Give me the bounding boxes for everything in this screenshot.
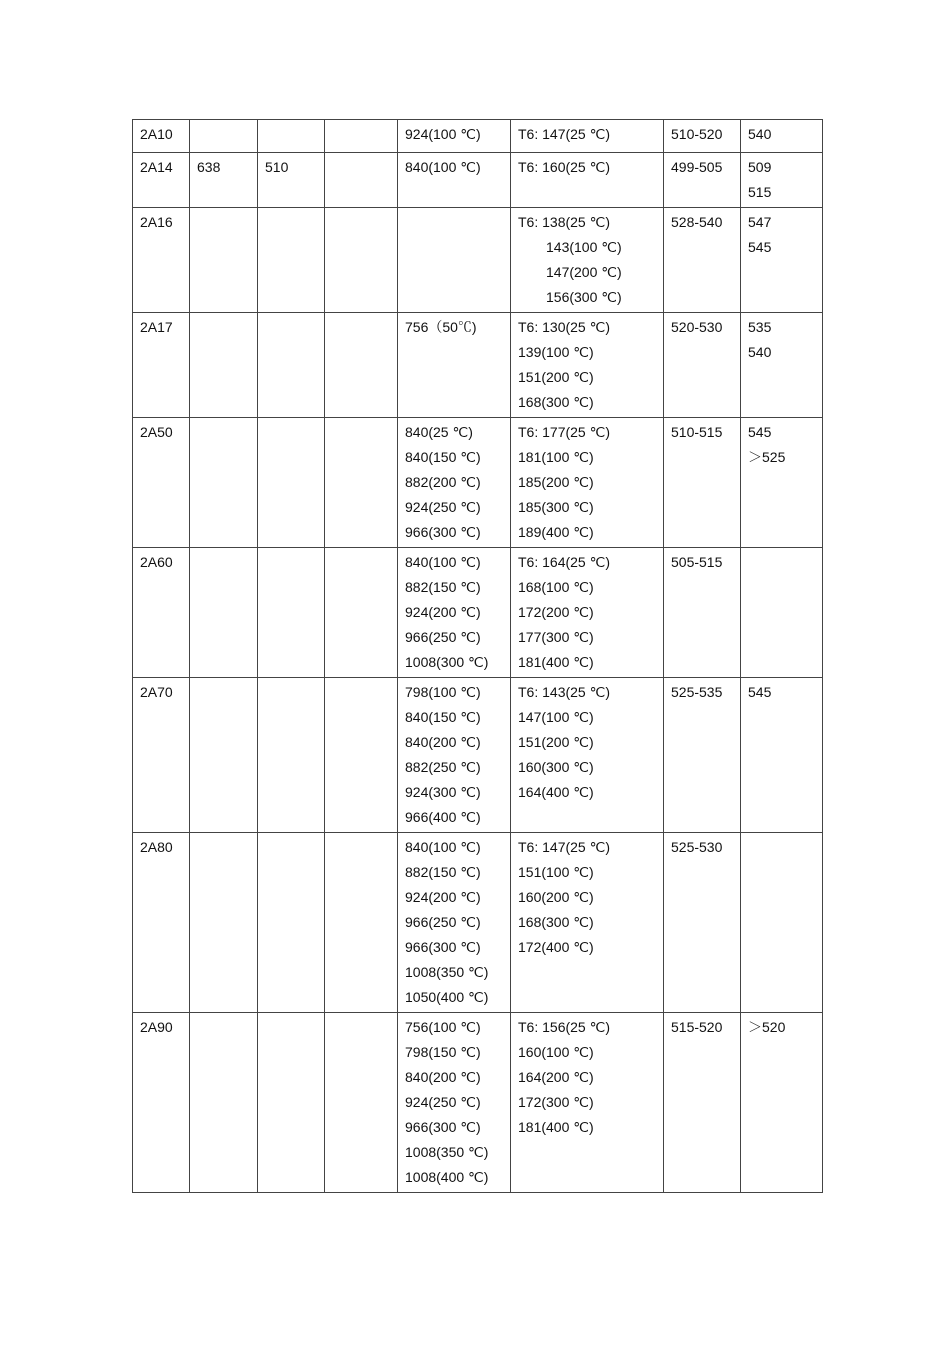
- cell-line: 189(400 ℃): [518, 524, 594, 540]
- cell-col4: [325, 678, 398, 833]
- cell-line: 924(300 ℃): [405, 784, 481, 800]
- cell-col6: [511, 678, 664, 833]
- cell-line: 172(400 ℃): [518, 939, 594, 955]
- cell-col2: [190, 1013, 258, 1193]
- grade-cell: [133, 153, 190, 208]
- cell-line: ＞525: [748, 449, 786, 465]
- cell-col5: [398, 418, 511, 548]
- cell-line: 966(250 ℃): [405, 629, 481, 645]
- cell-line: 1050(400 ℃): [405, 989, 489, 1005]
- table-row: [133, 313, 823, 418]
- cell-line: 168(300 ℃): [518, 914, 594, 930]
- cell-col2: [190, 120, 258, 153]
- cell-line: T6: 147(25 ℃): [518, 839, 610, 855]
- cell-line: 177(300 ℃): [518, 629, 594, 645]
- table-row: [133, 208, 823, 313]
- cell-line: 535: [748, 319, 772, 335]
- cell-line: 924(200 ℃): [405, 604, 481, 620]
- cell-line: 540: [748, 344, 772, 360]
- cell-col8: [741, 418, 823, 548]
- cell-line: 164(400 ℃): [518, 784, 594, 800]
- table-row: [133, 678, 823, 833]
- cell-line: 1008(350 ℃): [405, 1144, 489, 1160]
- cell-line: 545: [748, 424, 772, 440]
- cell-line: 966(250 ℃): [405, 914, 481, 930]
- cell-col4: [325, 120, 398, 153]
- cell-line: 840(100 ℃): [405, 839, 481, 855]
- cell-line: 966(300 ℃): [405, 939, 481, 955]
- table-row: [133, 1013, 823, 1193]
- cell-line: 160(300 ℃): [518, 759, 594, 775]
- cell-col7: [664, 418, 741, 548]
- cell-col4: [325, 313, 398, 418]
- cell-col8: [741, 313, 823, 418]
- cell-line: 168(100 ℃): [518, 579, 594, 595]
- cell-line: T6: 164(25 ℃): [518, 554, 610, 570]
- cell-col6: [511, 833, 664, 1013]
- cell-col3: [258, 1013, 325, 1193]
- cell-text: 499-505: [671, 159, 723, 175]
- cell-line: 924(100 ℃): [405, 126, 481, 142]
- grade-cell: [133, 548, 190, 678]
- cell-col3: [258, 548, 325, 678]
- cell-col2: [190, 418, 258, 548]
- cell-line: 147(100 ℃): [518, 709, 594, 725]
- table-row: [133, 833, 823, 1013]
- cell-text: 525-535: [671, 684, 723, 700]
- cell-col7: [664, 120, 741, 153]
- cell-col5: [398, 313, 511, 418]
- cell-col3: [258, 833, 325, 1013]
- cell-col2: [190, 208, 258, 313]
- cell-col7: [664, 833, 741, 1013]
- cell-line: 143(100 ℃): [546, 239, 622, 255]
- table-row: [133, 548, 823, 678]
- cell-line: 181(100 ℃): [518, 449, 594, 465]
- cell-text: 515-520: [671, 1019, 723, 1035]
- cell-line: 840(150 ℃): [405, 449, 481, 465]
- table-body: [133, 120, 823, 1193]
- grade-cell: [133, 678, 190, 833]
- cell-line: 151(200 ℃): [518, 369, 594, 385]
- cell-col6: [511, 418, 664, 548]
- cell-line: T6: 160(25 ℃): [518, 159, 610, 175]
- cell-line: T6: 130(25 ℃): [518, 319, 610, 335]
- cell-col2: [190, 678, 258, 833]
- cell-col5: [398, 678, 511, 833]
- cell-col4: [325, 833, 398, 1013]
- cell-text: 528-540: [671, 214, 723, 230]
- cell-line: 840(25 ℃): [405, 424, 473, 440]
- grade-text: 2A16: [140, 214, 173, 230]
- cell-col4: [325, 418, 398, 548]
- cell-col3: [258, 120, 325, 153]
- cell-col5: [398, 208, 511, 313]
- grade-cell: [133, 833, 190, 1013]
- cell-line: 798(150 ℃): [405, 1044, 481, 1060]
- grade-cell: [133, 120, 190, 153]
- cell-line: 756（50℃): [405, 319, 477, 335]
- cell-col8: [741, 1013, 823, 1193]
- cell-col6: [511, 208, 664, 313]
- cell-col2: [190, 313, 258, 418]
- cell-col8: [741, 678, 823, 833]
- cell-line: 545: [748, 684, 772, 700]
- cell-col3: [258, 208, 325, 313]
- cell-col8: [741, 208, 823, 313]
- cell-line: 756(100 ℃): [405, 1019, 481, 1035]
- cell-col3: [258, 313, 325, 418]
- cell-line: 798(100 ℃): [405, 684, 481, 700]
- cell-text: 638: [197, 159, 221, 175]
- cell-col5: [398, 153, 511, 208]
- cell-line: 882(250 ℃): [405, 759, 481, 775]
- cell-line: 1008(400 ℃): [405, 1169, 489, 1185]
- cell-col6: [511, 153, 664, 208]
- cell-line: 185(200 ℃): [518, 474, 594, 490]
- cell-line: 547: [748, 214, 772, 230]
- grade-text: 2A60: [140, 554, 173, 570]
- cell-col4: [325, 208, 398, 313]
- cell-line: 882(200 ℃): [405, 474, 481, 490]
- cell-line: T6: 147(25 ℃): [518, 126, 610, 142]
- cell-text: 520-530: [671, 319, 723, 335]
- cell-col2: [190, 833, 258, 1013]
- cell-col6: [511, 1013, 664, 1193]
- cell-col2: [190, 153, 258, 208]
- cell-line: 160(100 ℃): [518, 1044, 594, 1060]
- cell-col7: [664, 313, 741, 418]
- cell-line: 139(100 ℃): [518, 344, 594, 360]
- cell-line: 924(200 ℃): [405, 889, 481, 905]
- grade-cell: [133, 418, 190, 548]
- cell-line: T6: 138(25 ℃): [518, 214, 610, 230]
- cell-line: 181(400 ℃): [518, 1119, 594, 1135]
- cell-col7: [664, 208, 741, 313]
- cell-line: 545: [748, 239, 772, 255]
- grade-text: 2A14: [140, 159, 173, 175]
- cell-col4: [325, 1013, 398, 1193]
- grade-text: 2A80: [140, 839, 173, 855]
- cell-line: 966(300 ℃): [405, 1119, 481, 1135]
- cell-col6: [511, 313, 664, 418]
- cell-col7: [664, 548, 741, 678]
- cell-line: 540: [748, 126, 772, 142]
- grade-cell: [133, 313, 190, 418]
- cell-line: 1008(350 ℃): [405, 964, 489, 980]
- cell-col8: [741, 833, 823, 1013]
- cell-line: 151(100 ℃): [518, 864, 594, 880]
- cell-line: T6: 177(25 ℃): [518, 424, 610, 440]
- cell-col2: [190, 548, 258, 678]
- grade-text: 2A90: [140, 1019, 173, 1035]
- cell-line: 164(200 ℃): [518, 1069, 594, 1085]
- cell-line: 160(200 ℃): [518, 889, 594, 905]
- cell-line: 840(100 ℃): [405, 554, 481, 570]
- cell-col5: [398, 1013, 511, 1193]
- cell-line: 168(300 ℃): [518, 394, 594, 410]
- grade-text: 2A50: [140, 424, 173, 440]
- alloy-properties-table: [132, 119, 823, 1193]
- cell-text: 510: [265, 159, 289, 175]
- cell-line: T6: 156(25 ℃): [518, 1019, 610, 1035]
- cell-col8: [741, 120, 823, 153]
- cell-line: 515: [748, 184, 772, 200]
- cell-line: 840(200 ℃): [405, 1069, 481, 1085]
- cell-col3: [258, 418, 325, 548]
- cell-col8: [741, 548, 823, 678]
- cell-text: 510-520: [671, 126, 723, 142]
- cell-line: 172(200 ℃): [518, 604, 594, 620]
- grade-cell: [133, 208, 190, 313]
- cell-line: 840(200 ℃): [405, 734, 481, 750]
- cell-col4: [325, 153, 398, 208]
- cell-col7: [664, 678, 741, 833]
- table-row: [133, 153, 823, 208]
- cell-line: 882(150 ℃): [405, 579, 481, 595]
- cell-col5: [398, 548, 511, 678]
- table-row: [133, 418, 823, 548]
- cell-col7: [664, 1013, 741, 1193]
- cell-text: 505-515: [671, 554, 723, 570]
- grade-cell: [133, 1013, 190, 1193]
- cell-line: 882(150 ℃): [405, 864, 481, 880]
- cell-line: 156(300 ℃): [546, 289, 622, 305]
- cell-col3: [258, 153, 325, 208]
- cell-col7: [664, 153, 741, 208]
- cell-line: 151(200 ℃): [518, 734, 594, 750]
- cell-col5: [398, 833, 511, 1013]
- cell-line: 924(250 ℃): [405, 499, 481, 515]
- cell-line: 840(100 ℃): [405, 159, 481, 175]
- cell-line: 147(200 ℃): [546, 264, 622, 280]
- cell-line: T6: 143(25 ℃): [518, 684, 610, 700]
- cell-line: 966(300 ℃): [405, 524, 481, 540]
- cell-col6: [511, 548, 664, 678]
- cell-line: 924(250 ℃): [405, 1094, 481, 1110]
- table-row: [133, 120, 823, 153]
- cell-col8: [741, 153, 823, 208]
- cell-line: 966(400 ℃): [405, 809, 481, 825]
- cell-line: 172(300 ℃): [518, 1094, 594, 1110]
- cell-text: 510-515: [671, 424, 723, 440]
- cell-line: 181(400 ℃): [518, 654, 594, 670]
- cell-col4: [325, 548, 398, 678]
- cell-line: ＞520: [748, 1019, 786, 1035]
- grade-text: 2A10: [140, 126, 173, 142]
- cell-col3: [258, 678, 325, 833]
- cell-text: 525-530: [671, 839, 723, 855]
- cell-line: 1008(300 ℃): [405, 654, 489, 670]
- cell-col6: [511, 120, 664, 153]
- grade-text: 2A70: [140, 684, 173, 700]
- grade-text: 2A17: [140, 319, 173, 335]
- cell-col5: [398, 120, 511, 153]
- cell-line: 509: [748, 159, 772, 175]
- cell-line: 840(150 ℃): [405, 709, 481, 725]
- cell-line: 185(300 ℃): [518, 499, 594, 515]
